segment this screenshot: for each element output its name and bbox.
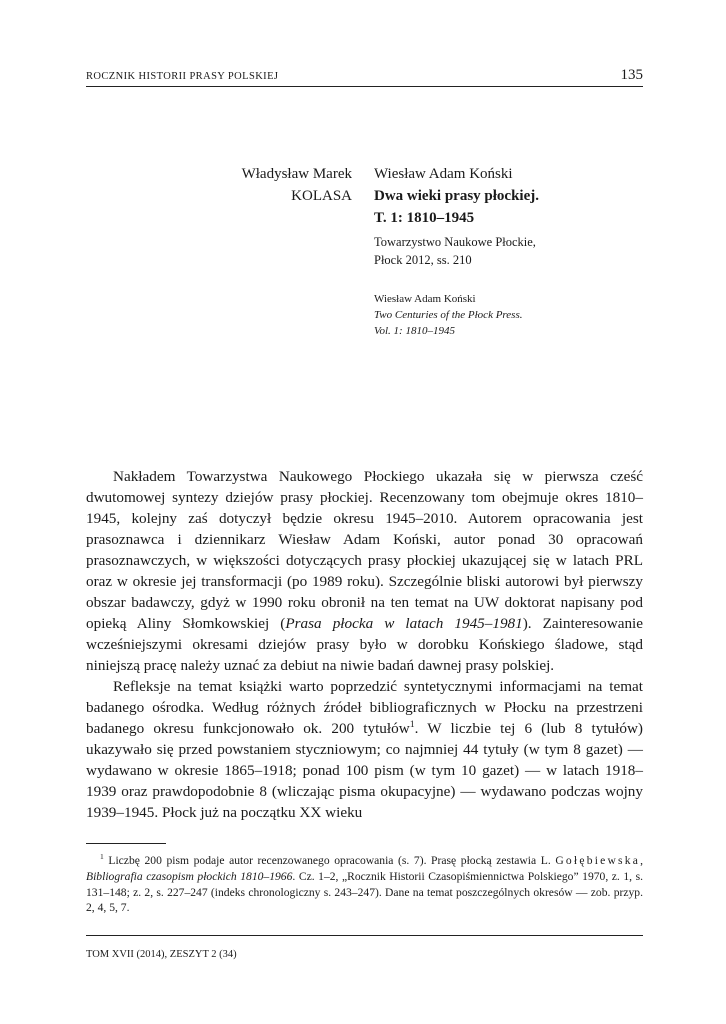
book-publisher — [374, 233, 654, 269]
footer-volume-info: TOM XVII (2014), ZESZYT 2 (34) — [86, 949, 237, 960]
journal-title: ROCZNIK HISTORII PRASY POLSKIEJ — [86, 71, 279, 82]
book-title-line1: Dwa wieki prasy płockiej. — [374, 188, 539, 204]
publisher-name: Towarzystwo Naukowe Płockie, — [374, 235, 536, 249]
reviewer-first-names: Władysław Marek — [241, 166, 352, 182]
paragraph-2 — [86, 676, 643, 823]
paragraph-2-text-b: . W liczbie tej 6 (lub 8 tytułów) ukazywało się przed powstaniem styczniowym; co najmniej 44 tytuły (w tym 8 gazet) — wydawano w okresie 1865–1918; ponad 100 pism (w tym 10 gazet) — w latach 1918–1939 oraz prawdopodobnie 8 (wliczając pisma okupacyjne) — wydawano podczas wojny 1939–1945. Płock już na początku XX wieku — [86, 720, 643, 821]
footnote-italic-title: Bibliografia czasopism płockich 1810–1966 — [86, 869, 293, 883]
reviewed-book-block — [374, 163, 654, 339]
reviewer-surname: KOLASA — [291, 188, 352, 204]
footnote-text-c: . Cz. 1–2, „Rocznik Historii Czasopiśmiennictwa Polskiego” 1970, z. 1, s. 131–148; z. 2, s. 227–247 (indeks chronologiczny s. 243–247). Dane na temat poszczególnych okresów — zob. przyp. 2, 4, 5, 7. — [86, 869, 643, 915]
footnote-reference[interactable]: 1 — [409, 718, 415, 730]
paragraph-1-text-a: Nakładem Towarzystwa Naukowego Płockiego ukazała się w pierwsza cześć dwutomowej syntezy dziejów prasy płockiej. Recenzowany tom obejmuje okres 1810–1945, kolejny zaś dotyczył będzie okresu 1945–2010. Autorem opracowania jest prasoznawca i dziennikarz Wiesław Adam Koński, autor ponad 30 opracowań prasoznawczych, w większości dotyczących prasy płockiej ukazującej się w latach PRL oraz w okresie jej transformacji (po 1989 roku). Szczególnie bliski autorowi był pierwszy obszar badawczy, gdyż w 1990 roku obronił na ten temat na UW doktorat napisany pod opieką Aliny Słomkowskiej ( — [86, 468, 643, 632]
running-head — [86, 67, 643, 85]
paragraph-1-text-b: ). Zainteresowanie wcześniejszymi okresami dziejów prasy było w dorobku Końskiego śladowe, stąd niniejszą pracę należy uznać za debiut na niwie badań dawnej prasy polskiej. — [86, 615, 644, 674]
footnote-author-name: Gołębiewska — [555, 854, 641, 867]
paragraph-2-text-a: Refleksje na temat książki warto poprzedzić syntetycznymi informacjami na temat badanego ośrodka. Według różnych źródeł bibliograficznych w Płocku na przestrzeni badanego okresu funkcjonowało ok. 200 tytułów — [86, 678, 643, 737]
footnote-marker: 1 — [100, 852, 104, 862]
footer-rule — [86, 935, 643, 936]
footnote-1 — [86, 853, 643, 916]
paragraph-1-italic-title: Prasa płocka w latach 1945–1981 — [285, 615, 523, 632]
book-author: Wiesław Adam Koński — [374, 166, 513, 182]
header-rule — [86, 86, 643, 87]
publisher-place-year: Płock 2012, ss. 210 — [374, 253, 472, 267]
english-title: Two Centuries of the Płock Press. — [374, 309, 523, 321]
footnote-text-a: Liczbę 200 pism podaje autor recenzowanego opracowania (s. 7). Prasę płocką zestawia L. — [103, 854, 556, 867]
book-title-line2: T. 1: 1810–1945 — [374, 210, 475, 226]
page-number: 135 — [620, 67, 643, 83]
reviewer-block — [180, 163, 352, 207]
english-author: Wiesław Adam Koński — [374, 293, 476, 305]
review-body — [86, 466, 643, 823]
paragraph-1 — [86, 466, 643, 676]
english-volume: Vol. 1: 1810–1945 — [374, 325, 455, 337]
english-title-block — [374, 291, 654, 339]
footnote-text-b: , — [640, 854, 643, 867]
footnote-rule — [86, 843, 166, 844]
